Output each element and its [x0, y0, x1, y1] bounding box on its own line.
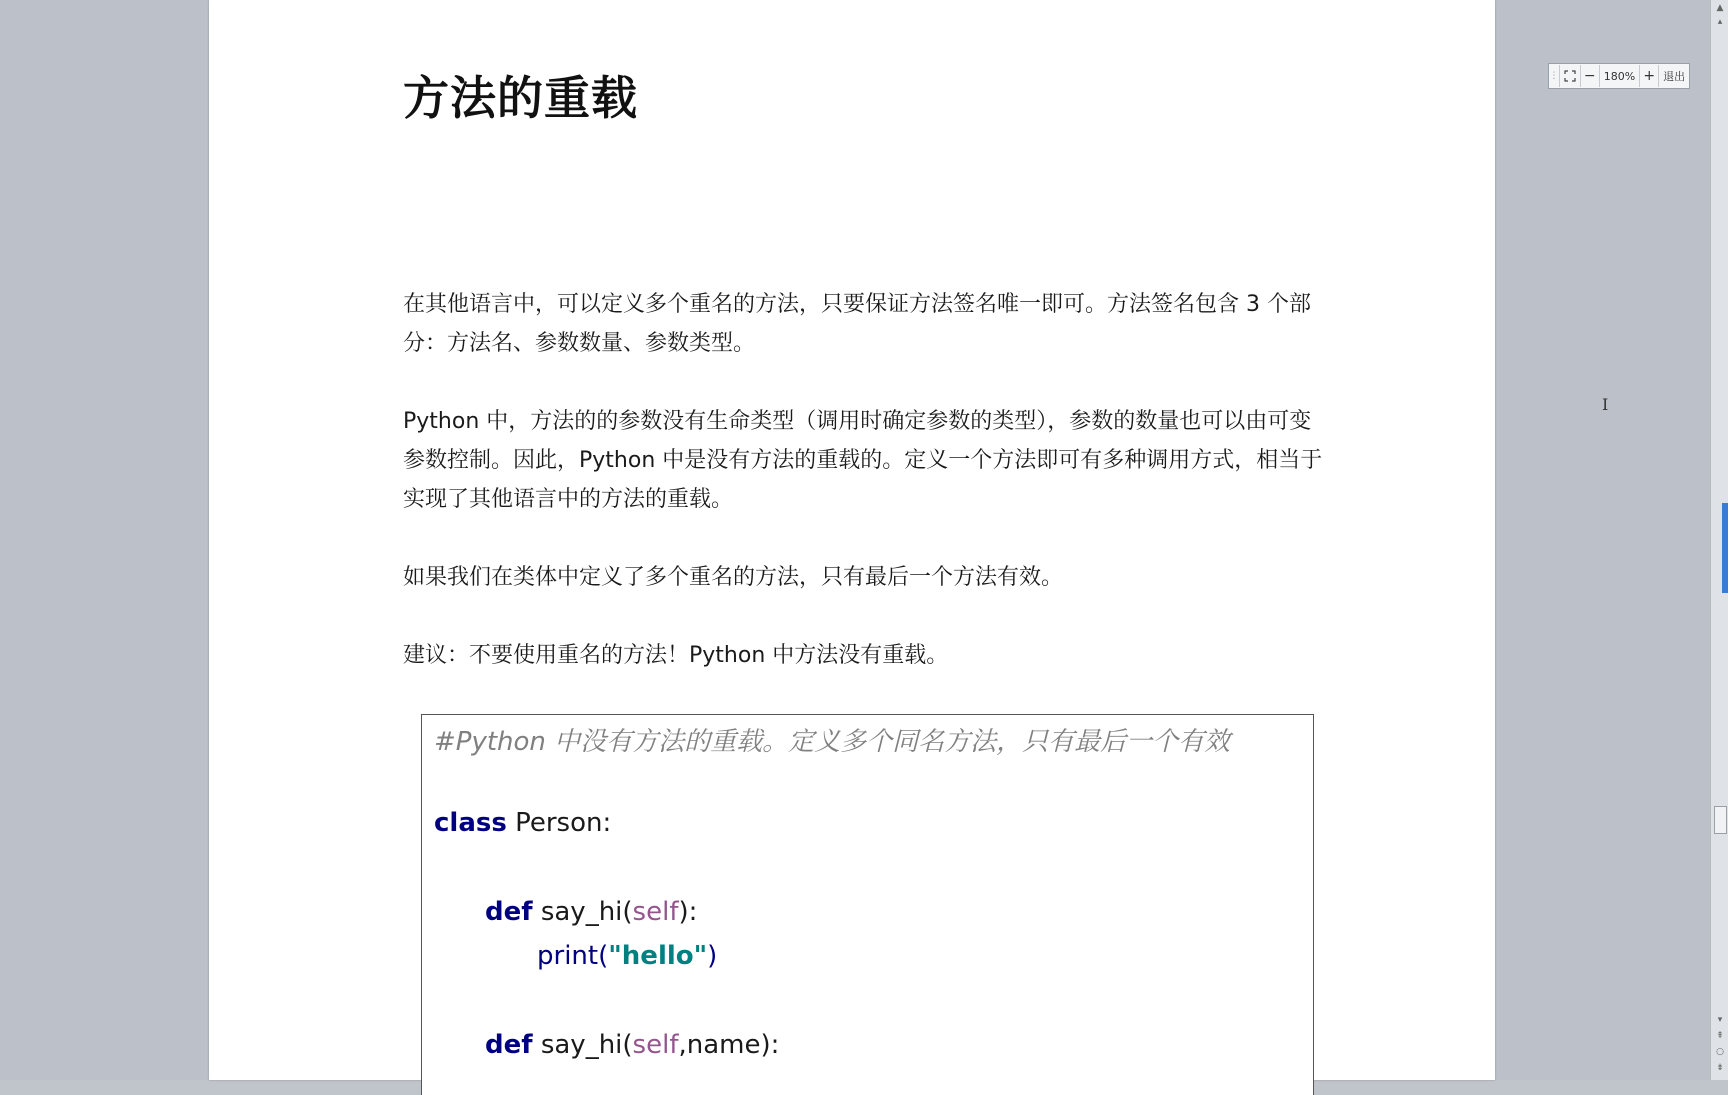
paragraph-last-method-wins: 如果我们在类体中定义了多个重名的方法，只有最后一个方法有效。 [403, 565, 1064, 590]
print-open-paren: ( [598, 941, 609, 971]
class-name: Person: [506, 808, 612, 838]
zoom-in-button[interactable]: + [1640, 65, 1659, 87]
code-def1-line [485, 897, 697, 927]
code-class-line [434, 808, 611, 838]
code-print-line [537, 941, 717, 971]
def1-signature: say_hi( [532, 897, 633, 927]
zoom-toolbar [1548, 63, 1690, 89]
page-title: 方法的重载 [403, 71, 638, 125]
paragraph-python-params: Python 中，方法的的参数没有生命类型（调用时确定参数的类型），参数的数量也可以由可变参数控制。因此，Python 中是没有方法的重载的。定义一个方法即可有多种调用方式，相当于实现了其他语言中的方法的重载。 [403, 409, 1323, 512]
zoom-out-button[interactable]: − [1581, 65, 1600, 87]
next-page-icon[interactable]: ⇟ [1716, 1063, 1724, 1073]
scrollbar-thumb[interactable] [1714, 806, 1727, 834]
code-comment-line [434, 721, 1230, 758]
select-browse-object-icon[interactable]: ○ [1716, 1047, 1724, 1057]
prev-page-icon[interactable]: ⇞ [1716, 1031, 1724, 1041]
paragraph-suggestion: 建议：不要使用重名的方法！Python 中方法没有重载。 [403, 643, 949, 668]
side-panel-tab[interactable] [1722, 503, 1728, 593]
text-cursor-icon: I [1602, 395, 1609, 414]
scroll-up-icon[interactable]: ▴ [1717, 17, 1723, 27]
self-param: self [632, 1030, 679, 1060]
keyword-def: def [485, 897, 533, 927]
print-close-paren: ) [707, 941, 718, 971]
scroll-top-icon[interactable]: ▲ [1716, 3, 1724, 13]
code-block [421, 714, 1314, 1095]
code-comment: #Python 中没有方法的重载。定义多个同名方法，只有最后一个有效 [434, 727, 1231, 757]
paragraph-method-signature: 在其他语言中，可以定义多个重名的方法，只要保证方法签名唯一即可。方法签名包含 3 个部分：方法名、参数数量、参数类型。 [403, 292, 1311, 356]
document-page[interactable] [209, 0, 1609, 1080]
def2-rest: ,name): [678, 1030, 780, 1060]
self-param: self [632, 897, 679, 927]
fit-screen-icon[interactable] [1560, 65, 1581, 87]
print-function: print [537, 941, 599, 971]
string-literal: "hello" [608, 941, 708, 971]
def1-close: ): [678, 897, 698, 927]
drag-grip-icon[interactable]: ⋮ [1549, 65, 1560, 87]
scroll-down-icon[interactable]: ▾ [1717, 1015, 1723, 1025]
exit-button[interactable]: 退出 [1663, 70, 1686, 83]
code-def2-line [485, 1030, 779, 1060]
keyword-def: def [485, 1030, 533, 1060]
keyword-class: class [434, 808, 507, 838]
def2-signature: say_hi( [532, 1030, 633, 1060]
zoom-level: 180% [1600, 65, 1641, 87]
